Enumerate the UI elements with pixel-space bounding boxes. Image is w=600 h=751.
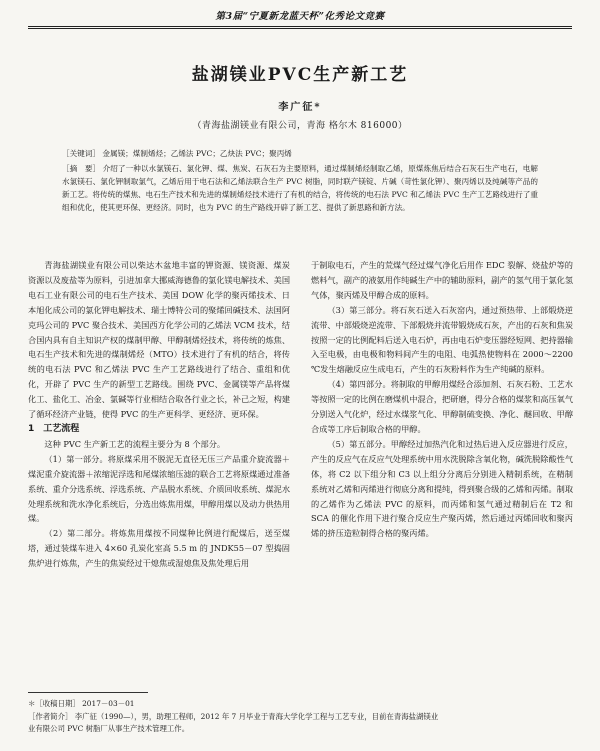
abstract-summary: ［摘 要］ 介绍了一种以水氯镁石、氯化钾、煤、焦炭、石灰石为主要原料，通过煤制烯烃制取乙烯，原煤炼焦后结合石灰石生产电石，电解水氯镁石、氯化钾制取氯气，乙烯后用于电石法和乙烯法联合生产 PVC 树脂，同时联产镁锭、片碱（苛性氯化钾）、聚丙烯以及纯碱等产品的新工艺。将传统的煤焦、电石生产技术和先进的煤制烯烃技术进行了有机的结合，将传统的电石法 PVC 和乙烯法 PVC 生产工艺路线进行了重组和优化，使其更环保、更经济。同时，也为 PVC 的生产路线开辟了新工艺、提供了新思路和新方法。 (62, 164, 538, 212)
intro-paragraph: 青海盐湖镁业有限公司以柴达木盆地丰富的钾资源、镁资源、煤炭资源以及废盐等为原料，引进加拿大挪威海德鲁的氯化镁电解技术、美国电石工业有限公司的电石生产技术、美国 DOW 化学的聚丙烯技术、日本旭化成公司的氯化钾电解技术、瑞士博特公司的聚烯回碱技术、法国阿克玛公司的 PVC 聚合技术、美国西方化学公司的乙烯法 VCM 技术，结合国内具有自主知识产权的煤制甲醇、甲醇制烯烃技术，将传统的炼焦、电石生产技术和先进的煤制烯烃（MTO）技术进行了有机的结合，将传统的电石法 PVC 和乙烯法 PVC 生产工艺路线进行了结合、重组和优化，开辟了 PVC 生产的新型工艺路线。围绕 PVC、金属镁等产品将煤化工、盐化工、冶金、氯碱等行业相结合取各行业之长，补己之短，构建了循环经济产业链，使得 PVC 的生产更科学、更经济、更环保。 (28, 260, 291, 420)
author-bio-continued: 业有限公司 PVC 树脂厂从事生产技术管理工作。 (28, 724, 190, 733)
right-column (311, 258, 573, 541)
author-name: 李广征* (278, 102, 322, 113)
running-header: 第3届“宁夏新龙蓝天杯”化秀论文竞赛 (215, 11, 385, 22)
body-paragraph: （4）第四部分。将制取的甲醇用煤经合添加剂、石灰石粉、工艺水等按照一定的比例在磨煤机中混合，把研磨，得分合格的煤浆和高压氧气分别送入气化炉，经过水煤浆气化、甲醇制硫变换、净化、醚回收、甲醇合成等工序后制取合格的甲醇。 (311, 379, 574, 434)
received-date: ＊［收稿日期］ 2017－03－01 (28, 699, 135, 708)
body-paragraph: （5）第五部分。甲醇经过加热汽化和过热后进入反应器进行反应，产生的反应气在反应气处理系统中用水洗脱除含氧化物，碱洗脱除酸性气体，将 C2 以下组分和 C3 以上组分分离后分别进入精制系统，在精制系统对乙烯和丙烯进行彻底分离和提纯，得到聚合级的乙烯和丙烯。制取的乙烯作为乙烯法 PVC 的原料，而丙烯和氢气通过精制后在 T2 和 SCA 的催化作用下进行聚合反应生产聚丙烯，然后通过丙烯回收和聚丙烯的挤压造粒制得合格的聚丙烯。 (311, 438, 574, 539)
footnotes (28, 698, 572, 736)
keywords: ［关键词］ 金属镁；煤制烯烃；乙烯法 PVC；乙炔法 PVC；聚丙烯 (62, 149, 292, 158)
body-paragraph: （2）第二部分。将炼焦用煤按不同煤种比例进行配煤后，送至煤塔，通过装煤车进入 4×60 孔炭化室高 5.5 m 的 JNDK55－07 型捣固焦炉进行炼焦，产生的焦炭经过干熄焦或湿熄焦及焦处理后用 (28, 528, 290, 569)
body-paragraph: （1）第一部分。将原煤采用不脱泥无直径无压三产品重介旋流器＋煤泥重介旋流器＋浓缩泥浮选和尾煤浓缩压滤的联合工艺将原煤通过准备系统、重介分选系统、浮选系统、产品脱水系统、介质回收系统、煤泥水处理系统和洗水净化系统后，分选出炼焦用煤，甲醇用煤以及动力供热用煤。 (28, 453, 291, 524)
body-paragraph: 这种 PVC 生产新工艺的流程主要分为 8 个部分。 (44, 438, 226, 449)
author-affiliation: （青海盐湖镁业有限公司，青海 格尔木 816000） (192, 121, 408, 131)
footnote-rule (28, 692, 148, 693)
section-heading: 1 工艺流程 (28, 423, 80, 434)
left-column (28, 258, 290, 571)
author-bio: ［作者简介］ 李广征（1990—），男，助理工程师，2012 年 7 月毕业于青海大学化学工程与工艺专业，目前在青海盐湖镁业 (28, 711, 439, 721)
header-rule (28, 26, 572, 29)
abstract-block (62, 147, 538, 214)
body-paragraph: （3）第三部分。将石灰石送入石灰窑内，通过预热带、上部煅烧逆流带、中部煅烧逆流带、下部煅烧并流带锻烧成石灰，产出的石灰和焦炭按照一定的比例配料后送入电石炉，再由电石炉变压器经短网、把持器输入至电极，由电极和物料间产生的电阻、电弧热使物料在 2000～2200 ℃发生熔融反应生成电石，产生的石灰粉料作为生产纯碱的原料。 (311, 304, 574, 375)
article-title: 盐湖镁业PVC生产新工艺 (191, 65, 409, 85)
body-paragraph: 于制取电石，产生的荒煤气经过煤气净化后用作 EDC 裂解、烧盐炉等的燃料气，副产的液氨用作纯碱生产中的辅助原料，副产的氢气用于氯化氢气体，聚丙烯及甲醇合成的原料。 (311, 260, 574, 300)
